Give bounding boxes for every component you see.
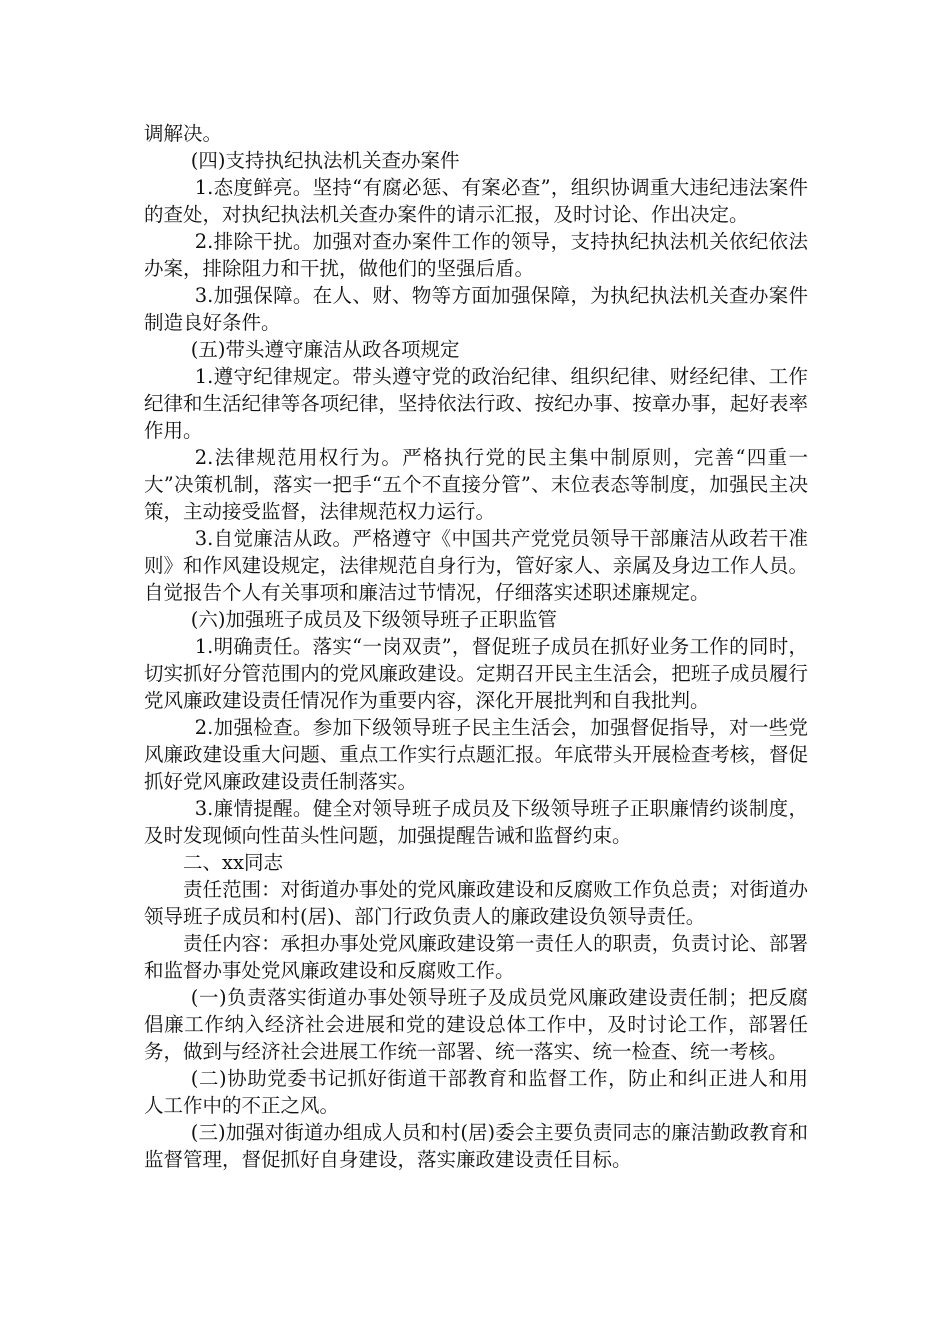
section-heading: (六)加强班子成员及下级领导班子正职监管 bbox=[190, 608, 558, 631]
paragraph: 1.态度鲜亮。坚持“有腐必惩、有案必查”，组织协调重大违纪违法案件的查处，对执纪执法机关查办案件的请示汇报，及时讨论、作出决定。 bbox=[144, 176, 808, 226]
paragraph: 3.加强保障。在人、财、物等方面加强保障，为执纪执法机关查办案件制造良好条件。 bbox=[144, 284, 808, 334]
section-heading: (三)加强对街道办组成人员和村(居)委会主要负责同志的廉洁勤政教育和监督管理，督促抓好自身建设，落实廉政建设责任目标。 bbox=[144, 1121, 808, 1171]
paragraph: 责任内容：承担办事处党风廉政建设第一责任人的职责，负责讨论、部署和监督办事处党风廉政建设和反腐败工作。 bbox=[144, 932, 808, 982]
paragraph: 调解决。 bbox=[144, 122, 223, 145]
paragraph: 1.明确责任。落实“一岗双责”，督促班子成员在抓好业务工作的同时，切实抓好分管范围内的党风廉政建设。定期召开民主生活会，把班子成员履行党风廉政建设责任情况作为重要内容，深化开展批判和自我批判。 bbox=[144, 635, 808, 712]
section-heading: (一)负责落实街道办事处领导班子及成员党风廉政建设责任制；把反腐倡廉工作纳入经济社会进展和党的建设总体工作中，及时讨论工作，部署任务，做到与经济社会进展工作统一部署、统一落实、统一检查、统一考核。 bbox=[144, 986, 808, 1063]
section-heading: (四)支持执纪执法机关查办案件 bbox=[190, 149, 460, 172]
paragraph: 3.自觉廉洁从政。严格遵守《中国共产党党员领导干部廉洁从政若干准则》和作风建设规定，法律规范自身行为，管好家人、亲属及身边工作人员。自觉报告个人有关事项和廉洁过节情况，仔细落实述职述廉规定。 bbox=[144, 527, 808, 604]
section-heading: (五)带头遵守廉洁从政各项规定 bbox=[190, 338, 460, 361]
paragraph: 2.加强检查。参加下级领导班子民主生活会，加强督促指导，对一些党风廉政建设重大问题、重点工作实行点题汇报。年底带头开展检查考核，督促抓好党风廉政建设责任制落实。 bbox=[144, 716, 808, 793]
paragraph: 2.排除干扰。加强对查办案件工作的领导，支持执纪执法机关依纪依法办案，排除阻力和干扰，做他们的坚强后盾。 bbox=[144, 230, 808, 280]
paragraph: 2.法律规范用权行为。严格执行党的民主集中制原则，完善“四重一大”决策机制，落实一把手“五个不直接分管”、末位表态等制度，加强民主决策，主动接受监督，法律规范权力运行。 bbox=[144, 446, 808, 523]
section-heading: (二)协助党委书记抓好街道干部教育和监督工作，防止和纠正进人和用人工作中的不正之风。 bbox=[144, 1067, 808, 1117]
paragraph: 二、xx同志 bbox=[183, 851, 283, 874]
paragraph: 责任范围：对街道办事处的党风廉政建设和反腐败工作负总责；对街道办领导班子成员和村(居)、部门行政负责人的廉政建设负领导责任。 bbox=[144, 878, 808, 928]
document-body bbox=[144, 120, 808, 1173]
paragraph: 3.廉情提醒。健全对领导班子成员及下级领导班子正职廉情约谈制度，及时发现倾向性苗头性问题，加强提醒告诫和监督约束。 bbox=[144, 797, 808, 847]
paragraph: 1.遵守纪律规定。带头遵守党的政治纪律、组织纪律、财经纪律、工作纪律和生活纪律等各项纪律，坚持依法行政、按纪办事、按章办事，起好表率作用。 bbox=[144, 365, 808, 442]
